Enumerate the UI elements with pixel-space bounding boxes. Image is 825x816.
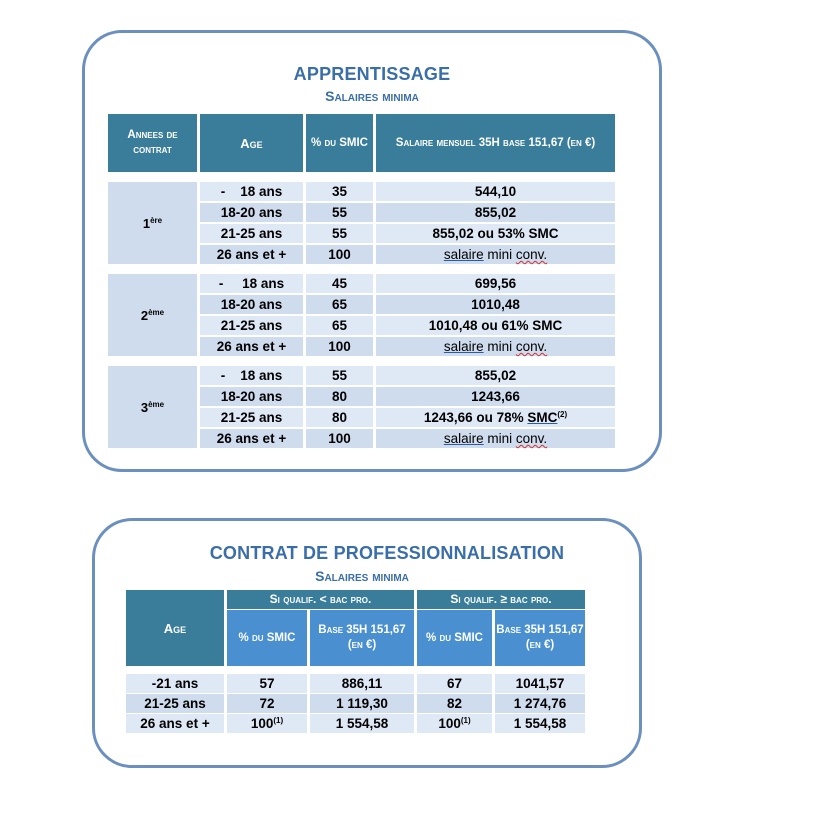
pct-cell: 82	[417, 694, 492, 713]
age-cell: 18-20 ans	[200, 295, 303, 314]
salary-cell: salaire mini conv.	[376, 429, 615, 448]
base-cell: 1 554,58	[495, 714, 585, 733]
header-salaire: Salaire mensuel 35H base 151,67 (en €)	[376, 114, 615, 172]
apprentissage-title: APPRENTISSAGE	[293, 64, 451, 84]
age-cell: - 18 ans	[200, 274, 303, 293]
age-cell: 26 ans et +	[126, 714, 224, 733]
pct-cell: 100	[306, 245, 373, 264]
header-row	[108, 114, 615, 172]
base-cell: 1 554,58	[310, 714, 414, 733]
table-row	[126, 674, 585, 693]
table-row	[108, 274, 615, 293]
base-cell: 1041,57	[495, 674, 585, 693]
salary-cell: salaire mini conv.	[376, 245, 615, 264]
salary-cell: 855,02	[376, 203, 615, 222]
age-cell: 18-20 ans	[200, 387, 303, 406]
table-row	[108, 182, 615, 201]
salary-cell: 1243,66	[376, 387, 615, 406]
year-3: 3ème	[108, 366, 197, 448]
salary-cell: 1010,48	[376, 295, 615, 314]
subheader-pct-2: % du SMIC	[417, 610, 492, 666]
pct-cell: 72	[227, 694, 307, 713]
header-group-1: Si qualif. < bac pro.	[227, 590, 414, 609]
age-cell: 18-20 ans	[200, 203, 303, 222]
pct-cell: 65	[306, 295, 373, 314]
salary-cell: 855,02	[376, 366, 615, 385]
pct-cell: 55	[306, 366, 373, 385]
age-cell: - 18 ans	[200, 182, 303, 201]
age-cell: 26 ans et +	[200, 429, 303, 448]
salary-cell: 1243,66 ou 78% SMC$^{(2)}$	[376, 408, 615, 427]
pct-cell: 55	[306, 224, 373, 243]
pct-cell: 80	[306, 408, 373, 427]
age-cell: 26 ans et +	[200, 337, 303, 356]
header-group-2: Si qualif. ≥ bac pro.	[417, 590, 585, 609]
year-1: 1ère	[108, 182, 197, 264]
base-cell: 1 119,30	[310, 694, 414, 713]
age-cell: - 18 ans	[200, 366, 303, 385]
base-cell: 1 274,76	[495, 694, 585, 713]
age-cell: 21-25 ans	[200, 316, 303, 335]
table-row	[126, 714, 585, 733]
header-age: Age	[200, 114, 303, 172]
age-cell: 26 ans et +	[200, 245, 303, 264]
salary-cell: 855,02 ou 53% SMC	[376, 224, 615, 243]
table-row	[108, 366, 615, 385]
pct-cell: 55	[306, 203, 373, 222]
header-annees: Annees de contrat	[108, 114, 197, 172]
header-pct: % du SMIC	[306, 114, 373, 172]
pct-cell: 100	[306, 337, 373, 356]
professionnalisation-title: CONTRAT DE PROFESSIONNALISATION	[209, 543, 565, 563]
year-2: 2ème	[108, 274, 197, 356]
pct-cell: 100	[306, 429, 373, 448]
base-cell: 886,11	[310, 674, 414, 693]
apprentissage-subtitle: Salaires minima	[325, 88, 419, 104]
age-cell: -21 ans	[126, 674, 224, 693]
professionnalisation-table	[123, 589, 588, 734]
subheader-base-1: Base 35H 151,67 (en €)	[310, 610, 414, 666]
apprentissage-table	[105, 112, 618, 450]
salary-cell: 1010,48 ou 61% SMC	[376, 316, 615, 335]
subheader-pct-1: % du SMIC	[227, 610, 307, 666]
age-cell: 21-25 ans	[200, 408, 303, 427]
pct-cell: 100$^{(1)}$	[417, 714, 492, 733]
pct-cell: 67	[417, 674, 492, 693]
pct-cell: 65	[306, 316, 373, 335]
header-age: Age	[126, 590, 224, 666]
salary-cell: 699,56	[376, 274, 615, 293]
professionnalisation-subtitle: Salaires minima	[315, 568, 409, 584]
subheader-base-2: Base 35H 151,67 (en €)	[495, 610, 585, 666]
pct-cell: 80	[306, 387, 373, 406]
pct-cell: 57	[227, 674, 307, 693]
salary-cell: 544,10	[376, 182, 615, 201]
pct-cell: 35	[306, 182, 373, 201]
age-cell: 21-25 ans	[200, 224, 303, 243]
pct-cell: 45	[306, 274, 373, 293]
salary-cell: salaire mini conv.	[376, 337, 615, 356]
header-row	[126, 590, 585, 609]
table-row	[126, 694, 585, 713]
pct-cell: 100$^{(1)}$	[227, 714, 307, 733]
age-cell: 21-25 ans	[126, 694, 224, 713]
